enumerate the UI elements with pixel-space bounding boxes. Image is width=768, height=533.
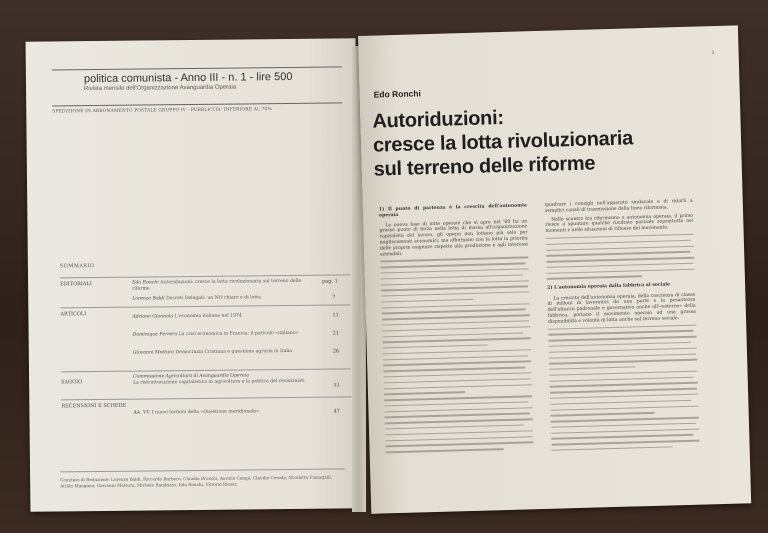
entry-page: 26 <box>332 348 340 355</box>
open-magazine <box>28 36 748 516</box>
left-page <box>26 38 361 511</box>
toc-section-saggio <box>61 372 351 389</box>
toc-entry <box>133 349 319 357</box>
entry-title: La crisi economica in Francia: il pericolo «italiano» <box>178 330 299 338</box>
toc-section-editoriali <box>60 278 350 302</box>
page-number: 1 <box>711 50 715 57</box>
entry-title: L'economia italiana nel 1974 <box>174 313 242 320</box>
toc-section-articoli <box>60 308 350 356</box>
section-rule <box>61 396 351 400</box>
paragraph: Nello scontro tra riformismo e autonomia operaia, il primo riesce a spuntare qualche risultato parziale soprattutto nei momenti e nelle situazioni di riflusso del movimento. <box>545 213 694 235</box>
entry-page: 21 <box>332 330 340 337</box>
toc-entry <box>132 313 318 321</box>
entry-page: pag. 1 <box>322 278 338 285</box>
masthead-bottom-rule <box>52 102 342 106</box>
toc-entry <box>133 409 319 417</box>
article-headline <box>372 100 734 182</box>
entry-author: Adriano Giannola <box>132 314 174 320</box>
masthead-top-rule <box>52 66 342 70</box>
section-name: RECENSIONI E SCHEDE <box>61 402 127 410</box>
paragraph: quadrare i consigli nell'apparato sindacale e di ridurli a semplici canali di trasmissione della linea riformista. <box>544 198 693 214</box>
table-of-contents <box>59 260 350 416</box>
section-rule <box>60 274 350 278</box>
body-text-lines <box>548 324 699 451</box>
toc-entry <box>132 279 318 293</box>
entry-title: Decreti Delegati: un NO chiaro e di lotta <box>166 295 261 302</box>
paragraph: La nuova fase di lotte operaie che si apre nel '69 ha un grosso punto di forza nella lotta di massa all'organizzazione capitalista del lavoro, gli operai non lottano più solo per miglioramenti economici, ma affermano con la lotta la priorità delle proprie esigenze rispetto alla produzione e agli interessi aziendali. <box>379 218 528 258</box>
masthead-subtitle: Rivista mensile dell'Organizzazione Avanguardia Operaia <box>84 84 237 93</box>
body-text-lines <box>380 257 533 453</box>
entry-author: Edo Ronchi <box>132 280 159 286</box>
right-page <box>358 25 751 513</box>
entry-author: Lorenzo Baldi <box>132 296 165 302</box>
sommario-heading: SOMMARIO <box>59 263 95 270</box>
toc-entry <box>133 331 319 339</box>
editorial-committee: Comitato di Redazione: Lorenzo Baldi, Riccardo Barbero, Claudio Bruschi, Aurelio Campi, Claudio Cereda, Nicoletta Fumagalli, Attilio Mangano, Giovanni Mottura, Michele Randazzo, Edo Ronchi, Vittorio Rieser. <box>60 474 333 488</box>
masthead <box>84 71 334 93</box>
toc-entry <box>133 373 319 387</box>
entry-page: 7 <box>332 294 336 301</box>
toc-section-recensioni <box>61 400 351 416</box>
entry-page: 47 <box>333 408 340 415</box>
entry-title: La ristrutturazione capitalistica in agricoltura e la politica dei revisionisti <box>133 378 305 386</box>
toc-entry <box>132 295 318 303</box>
headline-line-2: cresce la lotta rivoluzionaria <box>372 127 634 157</box>
article-column-left <box>379 203 534 457</box>
section-name: ARTICOLI <box>60 311 87 318</box>
body-text-lines <box>546 234 695 280</box>
entry-title: Autoriduzioni: cresce la lotta rivoluzionaria sul terreno delle riforme <box>132 278 302 292</box>
entry-author: Commissione Agricoltura di Avanguardia Operaia <box>133 373 249 380</box>
section-1-heading: 1) Il punto di partenza è la crescita dell'autonomia operaia <box>378 203 527 219</box>
section-rule <box>61 368 351 372</box>
masthead-title: politica comunista - Anno III - n. 1 - lire 500 <box>83 70 293 86</box>
section-name: EDITORIALI <box>60 281 92 288</box>
entry-page: 11 <box>332 312 339 319</box>
section-name: SAGGIO <box>61 379 83 386</box>
comitato-rule <box>60 468 345 472</box>
section-rule <box>60 304 350 308</box>
entry-author: Dominique Ferrero <box>132 332 178 338</box>
shipping-notice: SPEDIZIONE IN ABBONAMENTO POSTALE GRUPPO IV - PUBBLICITA' INFERIORE AL 70% <box>52 107 272 115</box>
article-column-right <box>545 199 700 456</box>
entry-page: 33 <box>333 382 340 389</box>
article-author: Edo Ronchi <box>373 88 421 100</box>
entry-author: Giovanni Mottura <box>132 350 174 356</box>
section-2-heading: 2) L'autonomia operaia dalla fabbrica al sociale <box>547 282 671 291</box>
entry-title: Democrazia Cristiana e questione agraria in Italia <box>175 348 293 356</box>
headline-line-1: Autoriduzioni: <box>372 106 504 133</box>
paragraph: La crescita dell'autonomia operaia, della coscienza di classe di milioni di lavoratori da una parte e la pesantezza dell'attacco padronale e governativo anche all'«esterno» della fabbrica, portano il movimento operaio ad una grossa disponibilità e volontà di lotta anche sul terreno sociale. <box>547 292 696 325</box>
entry-author: AA. VV. <box>133 410 151 416</box>
headline-line-3: sul terreno delle riforme <box>373 152 596 181</box>
entry-title: I nuovi termini della «Questione meridionale» <box>151 409 259 416</box>
